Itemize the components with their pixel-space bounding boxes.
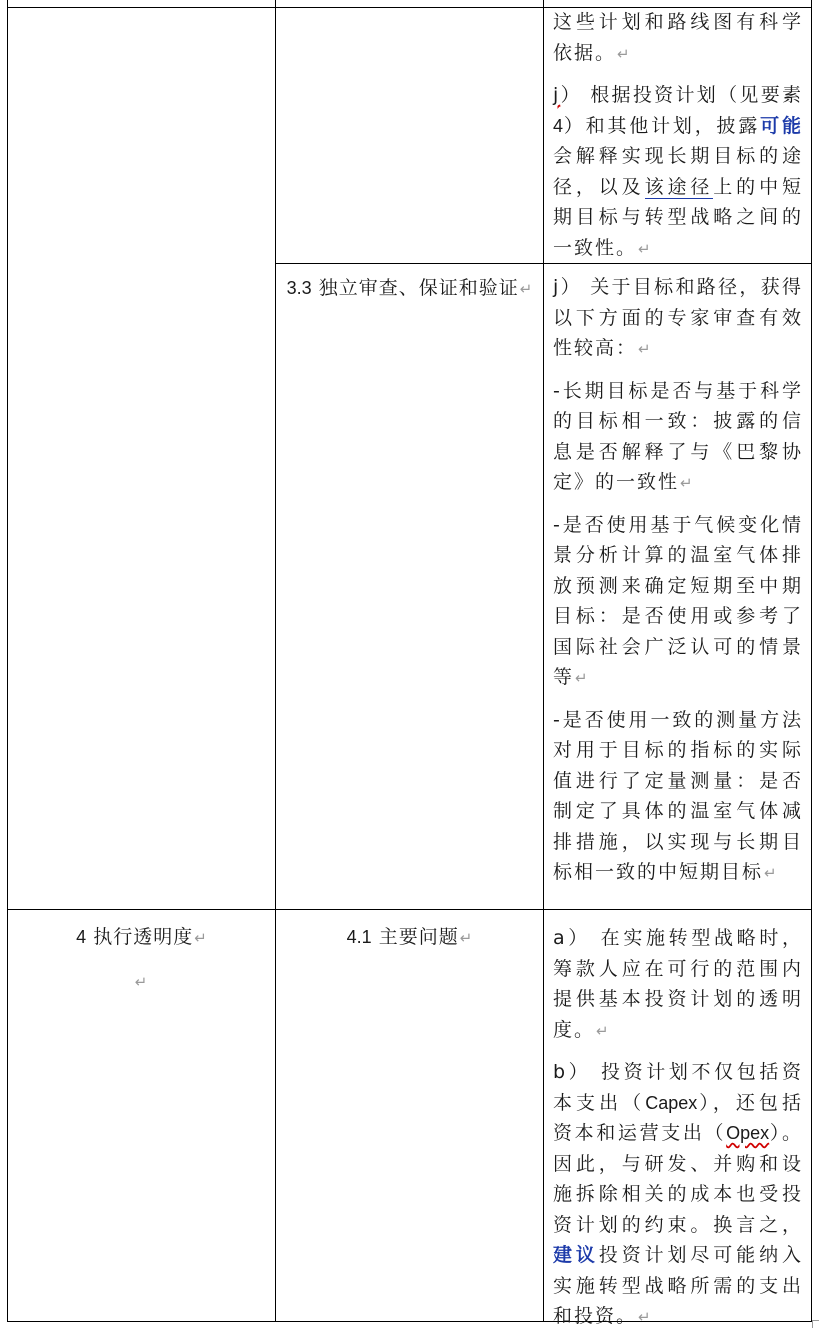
underlined-text: 该途径 — [644, 175, 714, 198]
table-border-col1 — [275, 0, 276, 1322]
section-4-1-paragraph-2-text-c: ）。因此，与研发、并购和设施拆除相关的成本也受投资计划的约束。换言之， — [553, 1122, 803, 1236]
page-corner-mark — [812, 1320, 819, 1321]
section-3-3-description-cell — [553, 272, 803, 889]
paragraph-mark: ↵ — [764, 864, 777, 882]
paragraph-mark: ↵ — [596, 1021, 609, 1040]
section-3-3-heading — [286, 273, 533, 304]
section-4-1-paragraph-1-text: a） 在实施转型战略时，筹款人应在可行的范围内提供基本投资计划的透明度。 — [553, 927, 803, 1041]
section-4-1-paragraph-2-text-d: 投资计划尽可能纳入实施转型战略所需的支出和投资。 — [553, 1244, 803, 1327]
section-3-3-paragraph-3-text: -是否使用基于气候变化情景分析计算的温室气体排放预测来确定短期至中期目标：是否使用或参考了国际社会广泛认可的情景等 — [553, 513, 803, 688]
row1-paragraph-2-text-d: 上的中短期目标与转型战略之间的一致性。 — [553, 175, 803, 259]
paragraph-mark: ↵ — [638, 1308, 651, 1326]
element-number: 4 — [553, 115, 564, 136]
section-3-3-paragraph-2-text: -长期目标是否与基于科学的目标相一致：披露的信息是否解释了与《巴黎协定》的一致性 — [553, 379, 803, 493]
opex-term: Opex — [726, 1123, 770, 1143]
row1-paragraph-1 — [553, 7, 803, 69]
paragraph-mark: ↵ — [638, 239, 651, 258]
capex-term: Capex — [645, 1092, 698, 1113]
section-4-1-paragraph-2-text-a: b） 投资计划不仅包括资本支出（ — [553, 1061, 803, 1114]
element-4-heading — [8, 922, 275, 953]
section-3-3-paragraph-4 — [553, 705, 803, 889]
table-border-left — [7, 0, 8, 1322]
section-4-1-paragraph-2-text-b: ），还包括资本和运营支出（ — [553, 1091, 803, 1144]
element-number: 4 — [76, 927, 87, 947]
highlight-text: 建议 — [553, 1244, 599, 1266]
row1-paragraph-2-text-b: ）和其他计划，披露 — [563, 114, 761, 137]
row-divider-2 — [7, 909, 812, 910]
section-3-3-paragraph-3 — [553, 510, 803, 694]
paragraph-mark: ↵ — [575, 669, 588, 687]
row1-paragraph-2-text-a: 根据投资计划（见要素 — [581, 84, 803, 106]
section-4-1-description-cell — [553, 923, 803, 1333]
table-border-right — [811, 0, 812, 1322]
element-4-cell — [8, 922, 275, 997]
paragraph-mark: ↵ — [680, 474, 693, 492]
empty-paragraph — [8, 967, 275, 997]
row1-paragraph-1-text: 这些计划和路线图有科学依据。 — [553, 11, 803, 64]
paragraph-mark: ↵ — [638, 340, 651, 358]
section-4-1-paragraph-1 — [553, 923, 803, 1046]
section-3-3-paragraph-4-text: -是否使用一致的测量方法对用于目标的指标的实际值进行了定量测量：是否制定了具体的温室气体减排措施，以实现与长期目标相一致的中短期目标 — [553, 708, 803, 883]
table-border-col2 — [543, 0, 544, 1322]
section-4-1-paragraph-2 — [553, 1057, 803, 1333]
paragraph-mark: ↵ — [617, 44, 630, 63]
section-4-1-cell — [276, 922, 543, 953]
section-3-3-cell — [276, 273, 543, 304]
section-3-3-paragraph-1 — [553, 272, 803, 365]
highlight-text: 可能 — [760, 114, 803, 137]
row1-list-marker-close: ） — [560, 84, 582, 106]
section-title: 独立审查、保证和验证 — [311, 277, 519, 299]
paragraph-mark: ↵ — [194, 929, 207, 947]
section-3-3-paragraph-1-text: j） 关于目标和路径，获得以下方面的专家审查有效性较高： — [553, 276, 803, 359]
section-number: 3.3 — [286, 278, 312, 298]
row1-description-cell — [553, 7, 803, 264]
row1-paragraph-2-text-c: 会解释实现长期目标的途径，以及 — [553, 145, 803, 198]
element-title: 执行透明度 — [86, 926, 194, 948]
section-title: 主要问题 — [371, 926, 459, 948]
row1-list-marker: j — [553, 84, 561, 106]
paragraph-mark: ↵ — [134, 973, 149, 991]
paragraph-mark: ↵ — [459, 929, 473, 947]
page-corner-mark — [812, 1320, 813, 1328]
section-number: 4.1 — [346, 927, 372, 947]
row1-paragraph-2 — [553, 80, 803, 264]
section-4-1-heading — [276, 922, 543, 953]
section-3-3-paragraph-2 — [553, 376, 803, 499]
paragraph-mark: ↵ — [519, 280, 533, 298]
